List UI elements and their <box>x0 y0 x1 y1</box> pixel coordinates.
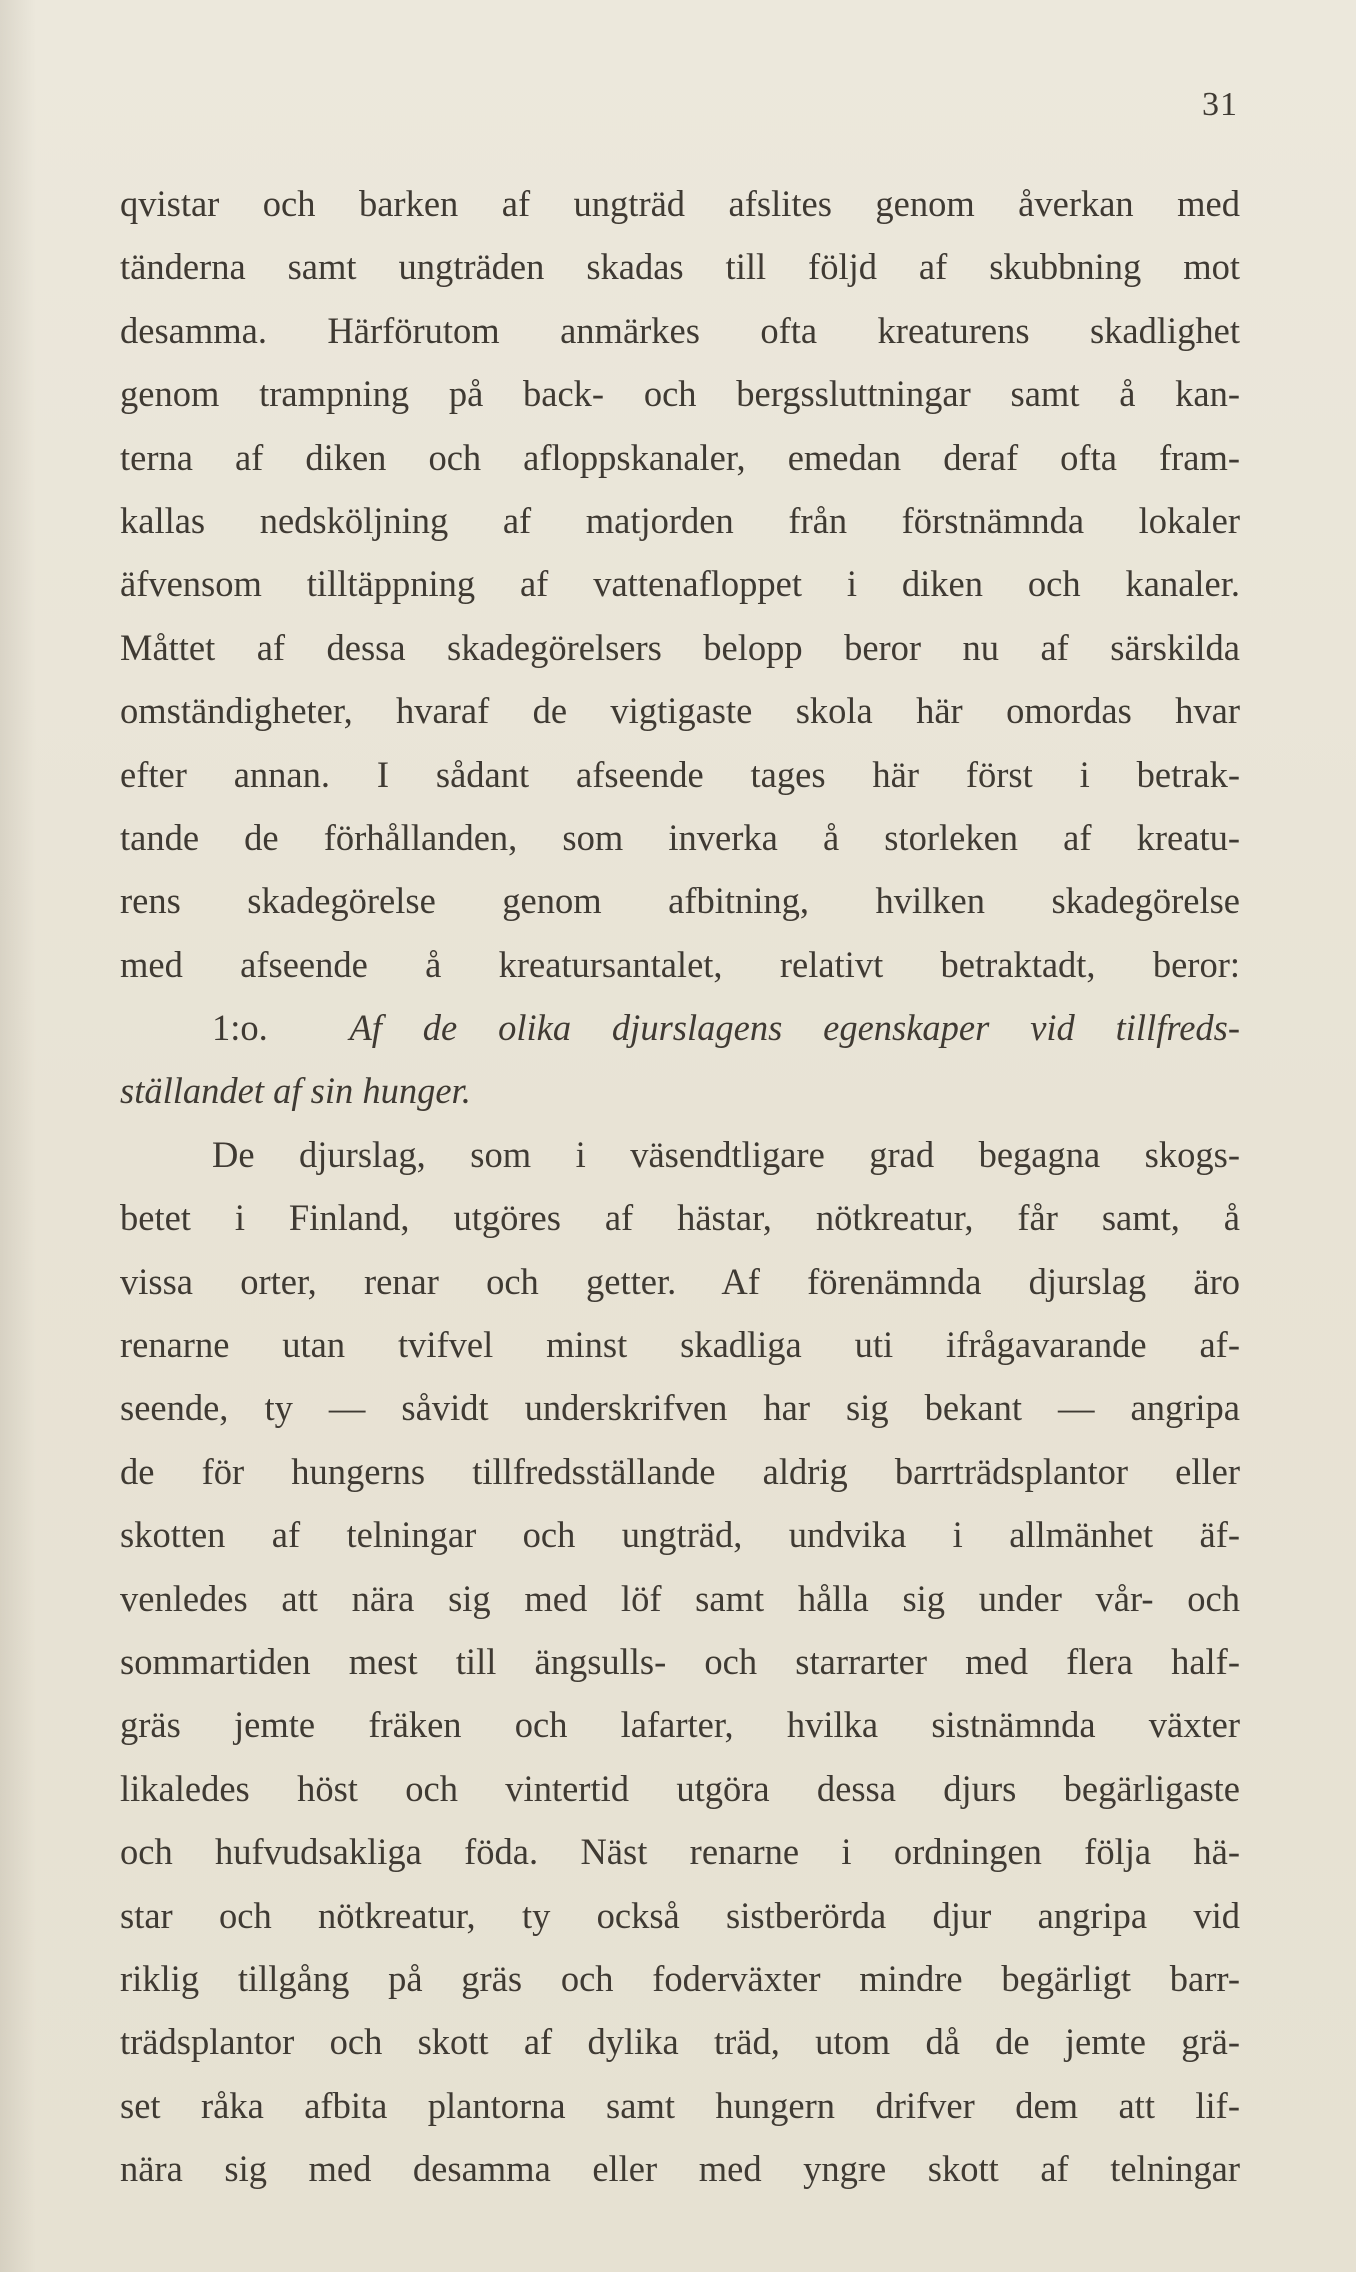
page-edge-shadow <box>0 0 36 2272</box>
text-line: och hufvudsakliga föda. Näst renarne i ordningen följa hä- <box>120 1831 1240 1873</box>
page-number: 31 <box>1202 86 1238 123</box>
text-line: med afseende å kreatursantalet, relativt betraktadt, beror: <box>120 943 1240 985</box>
section-heading-text: Af de olika djurslagens egenskaper vid tillfreds- <box>349 1007 1241 1049</box>
text-line: qvistar och barken af ungträd afslites genom åverkan med <box>120 183 1240 224</box>
text-line: set råka afbita plantorna samt hungern drifver dem att lif- <box>120 2084 1240 2126</box>
text-line: De djurslag, som i väsendtligare grad begagna skogs- <box>212 1133 1240 1175</box>
text-line: likaledes höst och vintertid utgöra dessa djurs begärligaste <box>120 1767 1240 1809</box>
text-line: gräs jemte fräken och lafarter, hvilka sistnämnda växter <box>120 1704 1240 1746</box>
text-line: venledes att nära sig med löf samt hålla sig under vår- och <box>120 1577 1240 1619</box>
text-line: tande de förhållanden, som inverka å storleken af kreatu- <box>120 816 1240 858</box>
text-line: vissa orter, renar och getter. Af förenämnda djurslag äro <box>120 1260 1240 1302</box>
text-line: desamma. Härförutom anmärkes ofta kreaturens skadlighet <box>120 309 1240 351</box>
text-line: omständigheter, hvaraf de vigtigaste skola här omordas hvar <box>120 690 1240 732</box>
text-line: Måttet af dessa skadegörelsers belopp beror nu af särskilda <box>120 626 1240 668</box>
text-line: trädsplantor och skott af dylika träd, utom då de jemte grä- <box>120 2021 1240 2063</box>
body-text <box>120 172 1240 2201</box>
text-line: star och nötkreatur, ty också sistberörda djur angripa vid <box>120 1894 1240 1936</box>
text-line: rens skadegörelse genom afbitning, hvilken skadegörelse <box>120 880 1240 922</box>
text-line: de för hungerns tillfredsställande aldrig barrträdsplantor eller <box>120 1450 1240 1492</box>
section-heading-line-2: ställandet af sin hunger. <box>120 1070 471 1112</box>
text-line: seende, ty — såvidt underskrifven har sig bekant — angripa <box>120 1387 1240 1429</box>
text-line: riklig tillgång på gräs och foderväxter mindre begärligt barr- <box>120 1957 1240 1999</box>
text-line: äfvensom tilltäppning af vattenafloppet i diken och kanaler. <box>120 563 1240 605</box>
text-line: terna af diken och afloppskanaler, emedan deraf ofta fram- <box>120 436 1240 478</box>
text-line: genom trampning på back- och bergssluttningar samt å kan- <box>120 373 1240 415</box>
text-line: nära sig med desamma eller med yngre skott af telningar <box>120 2148 1240 2190</box>
text-line: betet i Finland, utgöres af hästar, nötkreatur, får samt, å <box>120 1197 1240 1239</box>
text-line: kallas nedsköljning af matjorden från förstnämnda lokaler <box>120 499 1240 541</box>
section-heading-line-1 <box>120 996 1240 1059</box>
text-line: sommartiden mest till ängsulls- och starrarter med flera half- <box>120 1640 1240 1682</box>
text-line: skotten af telningar och ungträd, undvika i allmänhet äf- <box>120 1514 1240 1556</box>
text-line: tänderna samt ungträden skadas till följd af skubbning mot <box>120 246 1240 288</box>
text-line: renarne utan tvifvel minst skadliga uti ifrågavarande af- <box>120 1324 1240 1366</box>
text-line: efter annan. I sådant afseende tages här först i betrak- <box>120 753 1240 795</box>
section-number: 1:o. <box>212 1007 268 1049</box>
